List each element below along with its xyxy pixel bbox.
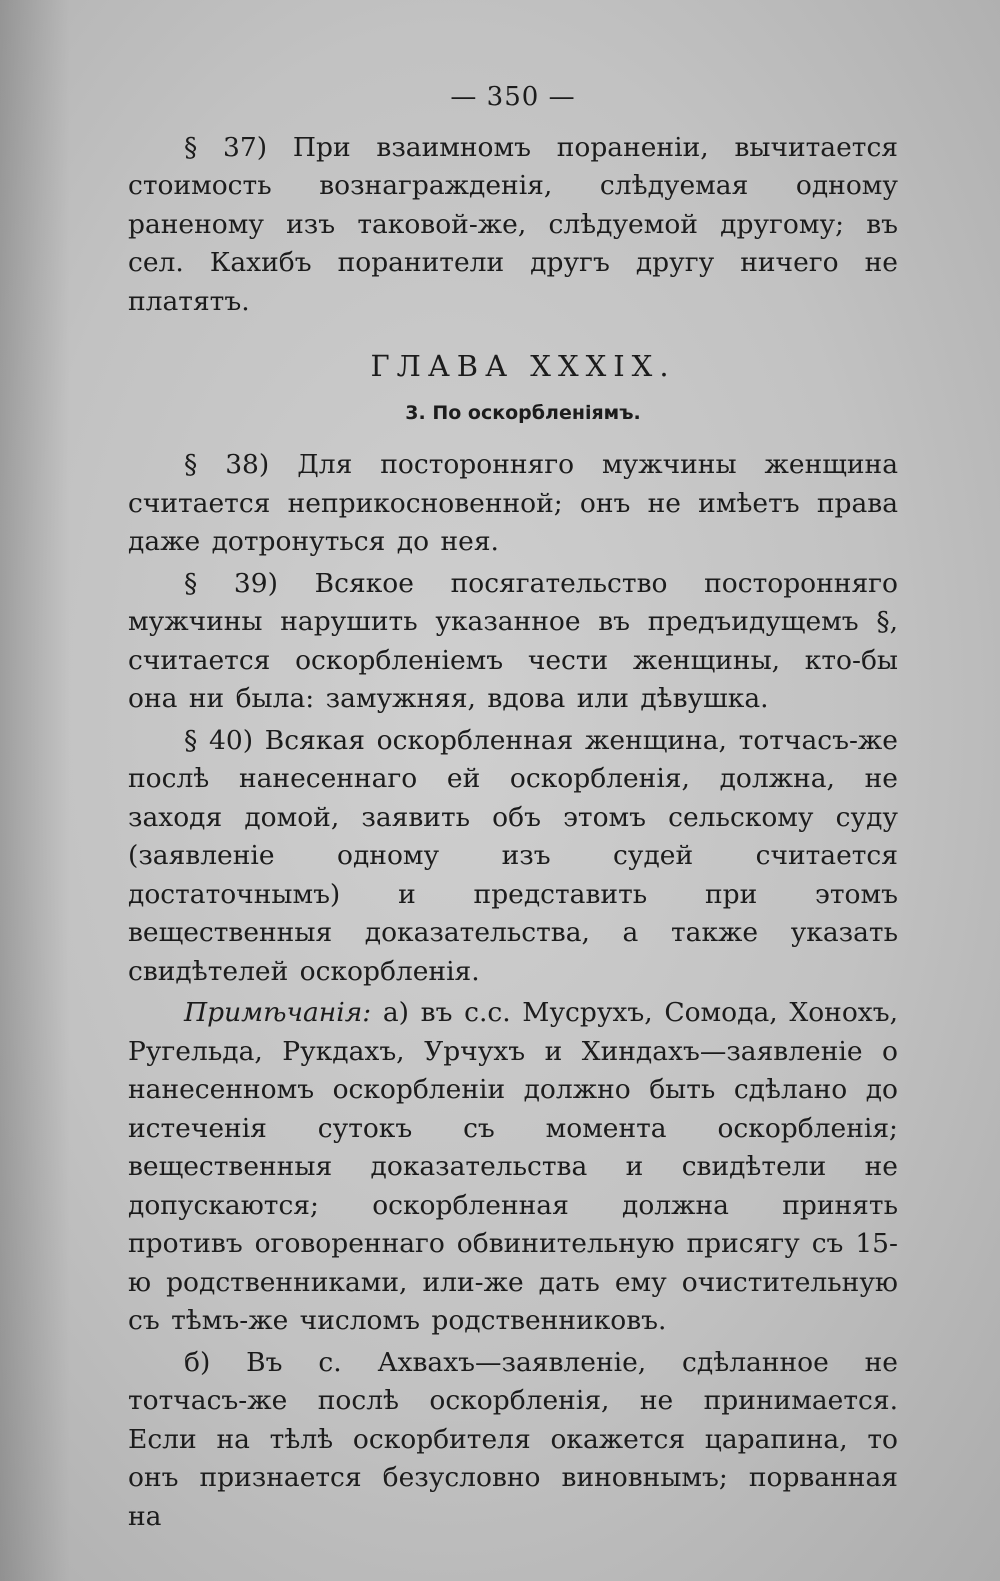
section-title: 3. По оскорбленіямъ.: [405, 401, 641, 424]
note-a: [128, 994, 898, 1341]
paragraph-40: § 40) Всякая оскорбленная женщина, тотчасъ-же послѣ нанесеннаго ей оскорбленія, должна, не заходя домой, заявить объ этомъ сельскому суду (заявленіе одному изъ судей считается достаточнымъ) и представить при этомъ вещественныя доказательства, а также указать свидѣтелей оскорбленія.: [128, 724, 898, 987]
page-number: — 350 —: [450, 82, 576, 112]
chapter-title: ГЛАВА XXXIX.: [370, 349, 676, 383]
note-a-text: а) въ с.с. Мусрухъ, Сомода, Хонохъ, Ругельда, Рукдахъ, Урчухъ и Хиндахъ—заявленіе о нанесенномъ оскорбленіи должно быть сдѣлано до истеченія сутокъ съ момента оскорбленія; вещественныя доказательства и свидѣтели не допускаются; оскорбленная должна принять противъ оговореннаго обвинительную присягу съ 15-ю родственниками, или-же дать ему очистительную съ тѣмъ-же числомъ родственниковъ.: [128, 997, 898, 1336]
paragraph-39: § 39) Всякое посягательство посторонняго мужчины нарушить указанное въ предъидущемъ §, считается оскорбленіемъ чести женщины, кто-бы она ни была: замужняя, вдова или дѣвушка.: [128, 567, 898, 714]
paragraph-38: § 38) Для посторонняго мужчины женщина считается неприкосновенной; онъ не имѣетъ права даже дотронуться до нея.: [128, 449, 898, 557]
paragraph-37: § 37) При взаимномъ пораненіи, вычитается стоимость вознагражденія, слѣдуемая одному раненому изъ таковой-же, слѣдуемой другому; въ сел. Кахибъ поранители другъ другу ничего не платятъ.: [128, 131, 898, 317]
note-b: б) Въ с. Ахвахъ—заявленіе, сдѣланное не тотчасъ-же послѣ оскорбленія, не принимается. Если на тѣлѣ оскорбителя окажется царапина, то онъ признается безусловно виновнымъ; порванная на: [128, 1346, 898, 1532]
page-edge-shadow: [0, 0, 70, 1581]
note-label: Примѣчанія:: [184, 997, 372, 1028]
text-block: [128, 78, 898, 1539]
